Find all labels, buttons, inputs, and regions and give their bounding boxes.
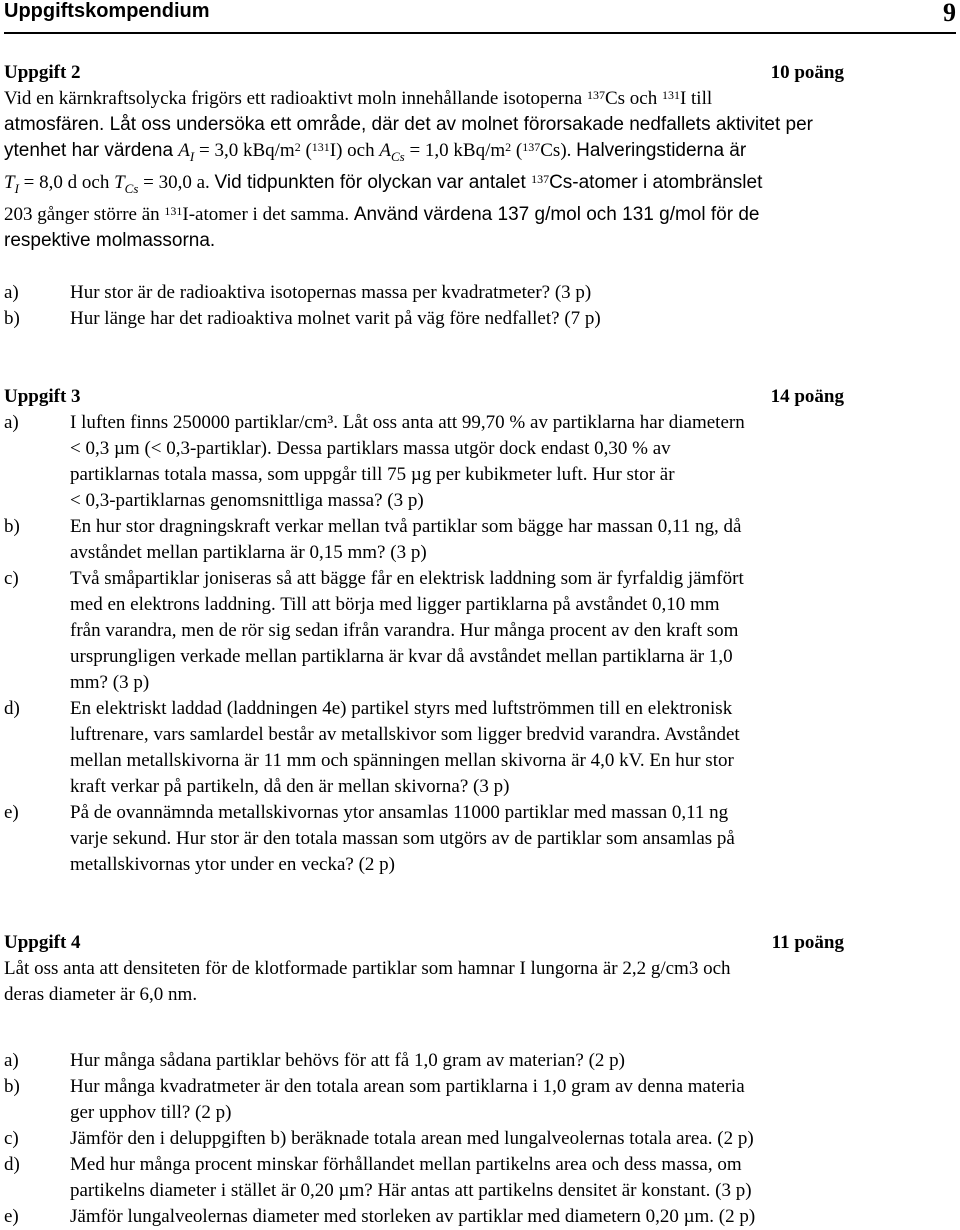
text-line: Låt oss anta att densiteten för de klotformade partiklar som hamnar I lungorna är 2,2 g/cm3 och — [4, 957, 731, 979]
text-line: respektive molmassorna. — [4, 229, 216, 251]
subtask-text — [70, 800, 956, 878]
superscript: 131 — [661, 88, 680, 102]
subtask-item — [4, 1048, 956, 1074]
task-3-points: 14 poäng — [770, 385, 844, 407]
subtask-item — [4, 1074, 956, 1126]
task-2 — [4, 60, 956, 332]
page-header — [4, 0, 956, 28]
subtask-text — [70, 514, 956, 566]
subtask-text-line: Två småpartiklar joniseras så att bägge får en elektrisk laddning som är fyrfaldig jämfört — [70, 567, 744, 589]
subtask-text-line: luftrenare, vars samlardel består av metallskivor som ligger bredvid varandra. Avståndet — [70, 723, 740, 745]
subscript: Cs — [124, 180, 139, 196]
subtask-text — [70, 1152, 956, 1204]
superscript: 137 — [531, 171, 550, 186]
subtask-item — [4, 280, 956, 306]
text-run: Vid en kärnkraftsolycka frigörs ett radioaktivt moln innehållande isotoperna — [4, 88, 587, 109]
task-2-points: 10 poäng — [770, 62, 844, 83]
subtask-text — [70, 696, 956, 800]
subtask-text-line: Hur många sådana partiklar behövs för att få 1,0 gram av materian? (2 p) — [70, 1049, 625, 1071]
subtask-text — [70, 306, 956, 332]
symbol: A — [379, 140, 391, 161]
text-run: I) och — [329, 140, 380, 161]
subtask-text-line: mellan metallskivorna är 11 mm och spänningen mellan skivorna är 4,0 kV. En hur stor — [70, 749, 734, 771]
subtask-label: c) — [4, 1127, 19, 1149]
text-run: = 30,0 a. — [138, 171, 215, 193]
subtask-text — [70, 1204, 956, 1230]
subtask-text-line: Hur stor är de radioaktiva isotopernas massa per kvadratmeter? (3 p) — [70, 281, 592, 303]
task-3-title: Uppgift 3 — [4, 385, 81, 407]
subscript: Cs — [390, 148, 405, 164]
subtask-text — [70, 280, 956, 306]
subtask-text — [70, 1126, 956, 1152]
subtask-item — [4, 306, 956, 332]
text-line: deras diameter är 6,0 nm. — [4, 983, 198, 1005]
subtask-text-line: I luften finns 250000 partiklar/cm³. Låt oss anta att 99,70 % av partiklarna har diametern — [70, 411, 745, 433]
task-3-heading — [4, 384, 956, 410]
subtask-label: c) — [4, 567, 19, 589]
subtask-text-line: från varandra, men de rör sig sedan ifrån varandra. Hur många procent av den kraft som — [70, 619, 739, 641]
subtask-text-line: En hur stor dragningskraft verkar mellan två partiklar som bägge har massan 0,11 ng, då — [70, 515, 742, 537]
task-4-subtasks — [4, 1048, 956, 1230]
subtask-text-line: < 0,3 µm (< 0,3-partiklar). Dessa partiklars massa utgör dock endast 0,30 % av — [70, 437, 671, 459]
spacer — [4, 1008, 956, 1048]
subtask-item — [4, 514, 956, 566]
text-run: ( — [511, 140, 523, 161]
subtask-label: d) — [4, 1153, 20, 1175]
text-run: Vid tidpunkten för olyckan var antalet — [214, 171, 532, 193]
subtask-item — [4, 696, 956, 800]
task-3-subtasks — [4, 410, 956, 878]
subtask-text-line: En elektriskt laddad (laddningen 4e) partikel styrs med luftströmmen till en elektronisk — [70, 697, 733, 719]
subtask-item — [4, 800, 956, 878]
subtask-text-line: avståndet mellan partiklarna är 0,15 mm? (3 p) — [70, 541, 427, 563]
task-2-heading — [4, 60, 956, 86]
document-title: Uppgiftskompendium — [4, 0, 210, 22]
subtask-item — [4, 1152, 956, 1204]
symbol: T — [114, 171, 125, 193]
subtask-text-line: metallskivornas ytor under en vecka? (2 p) — [70, 853, 395, 875]
text-run: Cs-atomer i atombränslet — [549, 171, 763, 193]
spacer — [4, 254, 956, 280]
task-2-title: Uppgift 2 — [4, 62, 81, 83]
subtask-text — [70, 1074, 956, 1126]
subtask-text-line: Hur länge har det radioaktiva molnet varit på väg före nedfallet? (7 p) — [70, 307, 601, 329]
subtask-item — [4, 566, 956, 696]
task-4-heading — [4, 930, 956, 956]
subtask-text-line: kraft verkar på partikeln, då den är mellan skivorna? (3 p) — [70, 775, 510, 797]
subscript: I — [14, 180, 19, 196]
text-run: Använd värdena 137 g/mol och 131 g/mol för de — [353, 203, 760, 225]
subtask-text-line: mm? (3 p) — [70, 671, 150, 693]
subtask-text-line: Jämför den i deluppgiften b) beräknade totala arean med lungalveolernas totala area. (2 p) — [70, 1127, 754, 1149]
subtask-text-line: partikelns diameter i stället är 0,20 µm? Här antas att partikelns densitet är konstant. (3 p) — [70, 1179, 752, 1201]
subtask-label: a) — [4, 411, 19, 433]
subtask-label: d) — [4, 697, 20, 719]
spacer — [4, 878, 956, 930]
text-run: = 1,0 kBq/m — [404, 140, 506, 161]
text-run: Cs och — [604, 88, 662, 109]
superscript: 137 — [586, 88, 605, 102]
superscript: 137 — [522, 140, 541, 154]
subtask-text-line: Med hur många procent minskar förhållandet mellan partikelns area och dess massa, om — [70, 1153, 742, 1175]
text-run: Cs). — [540, 140, 577, 161]
superscript: 2 — [294, 140, 301, 154]
header-rule — [4, 32, 956, 34]
text-run: ytenhet har värdena — [4, 140, 179, 161]
subtask-label: b) — [4, 515, 20, 537]
subtask-text-line: Jämför lungalveolernas diameter med storleken av partiklar med diametern 0,20 µm. (2 p) — [70, 1205, 756, 1227]
task-3 — [4, 384, 956, 878]
text-run: I-atomer i det samma. — [182, 203, 354, 225]
subtask-label: b) — [4, 307, 20, 329]
text-run: Halveringstiderna är — [576, 140, 747, 161]
subtask-text-line: < 0,3-partiklarnas genomsnittliga massa? (3 p) — [70, 489, 424, 511]
page-number: 9 — [943, 0, 956, 27]
task-4-title: Uppgift 4 — [4, 931, 81, 953]
subtask-text — [70, 566, 956, 696]
symbol: T — [4, 171, 15, 193]
task-2-subtasks — [4, 280, 956, 332]
subtask-text-line: med en elektrons laddning. Till att börja med ligger partiklarna på avståndet 0,10 mm — [70, 593, 720, 615]
superscript: 131 — [164, 203, 183, 218]
subtask-label: a) — [4, 281, 19, 303]
subscript: I — [189, 148, 195, 164]
subtask-text-line: varje sekund. Hur stor är den totala massan som utgörs av de partiklar som ansamlas på — [70, 827, 735, 849]
subtask-text-line: partiklarnas totala massa, som uppgår till 75 µg per kubikmeter luft. Hur stor är — [70, 463, 675, 485]
text-run: = 3,0 kBq/m — [194, 140, 295, 161]
subtask-item — [4, 1204, 956, 1230]
subtask-text-line: ger upphov till? (2 p) — [70, 1101, 232, 1123]
subtask-item — [4, 1126, 956, 1152]
superscript: 131 — [311, 140, 330, 154]
subtask-text-line: Hur många kvadratmeter är den totala arean som partiklarna i 1,0 gram av denna materia — [70, 1075, 745, 1097]
text-run: 203 gånger större än — [4, 203, 165, 225]
symbol: A — [178, 140, 190, 161]
subtask-text — [70, 1048, 956, 1074]
task-2-description — [4, 86, 956, 254]
subtask-text-line: På de ovannämnda metallskivornas ytor ansamlas 11000 partiklar med massan 0,11 ng — [70, 801, 729, 823]
text-run: I till — [679, 88, 713, 109]
superscript: 2 — [505, 140, 512, 154]
subtask-item — [4, 410, 956, 514]
subtask-label: e) — [4, 801, 19, 823]
subtask-label: e) — [4, 1205, 19, 1227]
subtask-text-line: ursprungligen verkade mellan partiklarna är kvar då avståndet mellan partiklarna är 1,0 — [70, 645, 733, 667]
page-content — [4, 60, 956, 1230]
subtask-label: a) — [4, 1049, 19, 1071]
text-run: ( — [300, 140, 312, 161]
subtask-label: b) — [4, 1075, 20, 1097]
spacer — [4, 332, 956, 384]
task-4-points: 11 poäng — [771, 931, 844, 953]
subtask-text — [70, 410, 956, 514]
text-run: = 8,0 d och — [18, 171, 115, 193]
task-4 — [4, 930, 956, 1230]
text-line: atmosfären. Låt oss undersöka ett område, där det av molnet förorsakade nedfallets aktivitet per — [4, 114, 813, 135]
task-4-intro — [4, 956, 956, 1008]
